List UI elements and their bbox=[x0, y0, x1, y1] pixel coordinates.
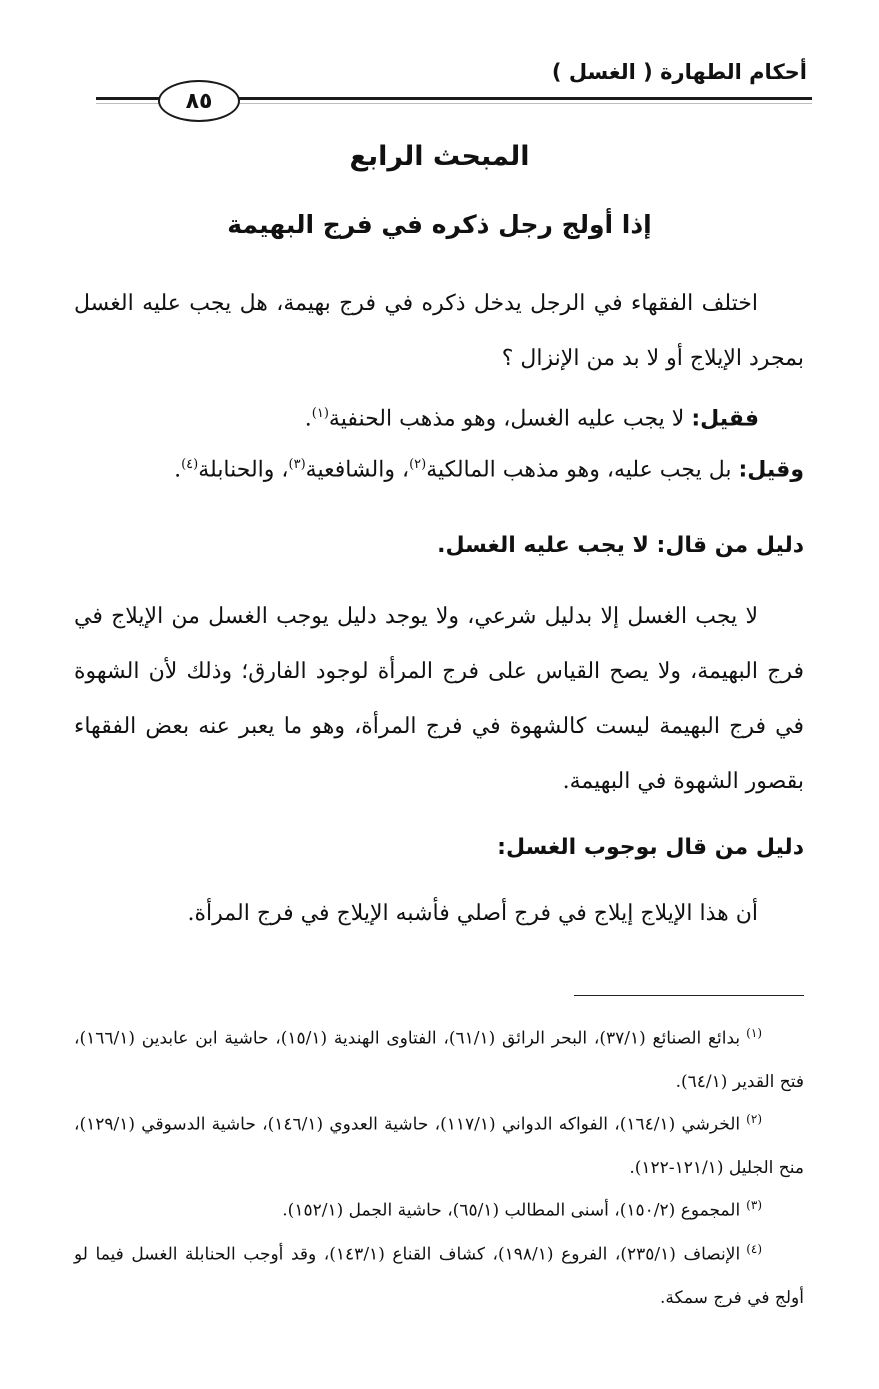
footnote-3-text: المجموع (١٥٠/٢)، أسنى المطالب (٦٥/١)، حاشية الجمل (١٥٢/١). bbox=[282, 1200, 741, 1221]
footnote-2-text: الخرشي (١٦٤/١)، الفواكه الدواني (١١٧/١)، حاشية العدوي (١٤٦/١)، حاشية الدسوقي (١٢٩/١)، منح الجليل (١٢١/١-١٢٢). bbox=[74, 1114, 804, 1178]
opinion-2-lead: وقيل: bbox=[738, 457, 804, 483]
section-title: المبحث الرابع bbox=[349, 141, 530, 172]
footnote-2-number: (٢) bbox=[746, 1112, 762, 1126]
footnote-1-text: بدائع الصنائع (٣٧/١)، البحر الرائق (٦١/١)، الفتاوى الهندية (١٥/١)، حاشية ابن عابدين (١٦٦/١)، فتح القدير (٦٤/١). bbox=[74, 1028, 804, 1092]
evidence-2-paragraph: أن هذا الإيلاج إيلاج في فرج أصلي فأشبه الإيلاج في فرج المرأة. bbox=[187, 901, 758, 926]
page-number-text: ٨٥ bbox=[185, 88, 213, 114]
opinion-2-text: بل يجب عليه، وهو مذهب المالكية bbox=[426, 457, 739, 483]
section-subtitle: إذا أولج رجل ذكره في فرج البهيمة bbox=[227, 210, 652, 239]
intro-paragraph: اختلف الفقهاء في الرجل يدخل ذكره في فرج بهيمة، هل يجب عليه الغسل بمجرد الإيلاج أو لا بد من الإنزال ؟ bbox=[74, 291, 804, 371]
opinion-2-end: . bbox=[174, 457, 182, 483]
footnote-4 bbox=[74, 1228, 804, 1320]
opinion-1 bbox=[69, 394, 759, 439]
footnote-3-number: (٣) bbox=[746, 1198, 762, 1212]
opinion-2-mid-1: ، والشافعية bbox=[305, 457, 410, 483]
footnote-ref-2: (٢) bbox=[409, 457, 427, 472]
footnote-ref-3: (٣) bbox=[288, 457, 306, 472]
evidence-1-paragraph: لا يجب الغسل إلا بدليل شرعي، ولا يوجد دليل يوجب الغسل من الإيلاج في فرج البهيمة، ولا يصح القياس على فرج المرأة لوجود الفارق؛ وذلك لأن الشهوة في فرج البهيمة ليست كالشهوة في فرج المرأة، وهو ما يعبر عنه بعض الفقهاء بقصور الشهوة في البهيمة. bbox=[74, 604, 804, 794]
footnote-ref-4: (٤) bbox=[181, 457, 199, 472]
evidence-1-heading bbox=[437, 533, 804, 558]
footnote-2 bbox=[74, 1098, 804, 1190]
evidence-1-heading-rest: لا يجب عليه الغسل. bbox=[437, 533, 649, 558]
opinion-2 bbox=[114, 445, 804, 490]
footnote-1 bbox=[74, 1012, 804, 1104]
footnote-1-number: (١) bbox=[746, 1026, 762, 1040]
opinion-1-lead: فقيل: bbox=[691, 406, 759, 432]
footnote-4-text: الإنصاف (٢٣٥/١)، الفروع (١٩٨/١)، كشاف القناع (١٤٣/١)، وقد أوجب الحنابلة الغسل فيما لو أولج في فرج سمكة. bbox=[74, 1244, 804, 1308]
page-number bbox=[158, 80, 240, 122]
footnote-separator bbox=[574, 995, 804, 996]
opinion-1-text: لا يجب عليه الغسل، وهو مذهب الحنفية bbox=[328, 406, 692, 432]
footnote-4-number: (٤) bbox=[746, 1242, 763, 1256]
footnote-3 bbox=[74, 1184, 804, 1233]
evidence-2-heading: دليل من قال بوجوب الغسل: bbox=[497, 835, 804, 860]
opinion-1-end: . bbox=[304, 406, 312, 432]
evidence-1-heading-lead: دليل من قال: bbox=[648, 533, 804, 558]
opinion-2-mid-2: ، والحنابلة bbox=[198, 457, 289, 483]
footnote-ref-1: (١) bbox=[311, 406, 329, 421]
running-title: أحكام الطهارة ( الغسل ) bbox=[551, 60, 807, 84]
